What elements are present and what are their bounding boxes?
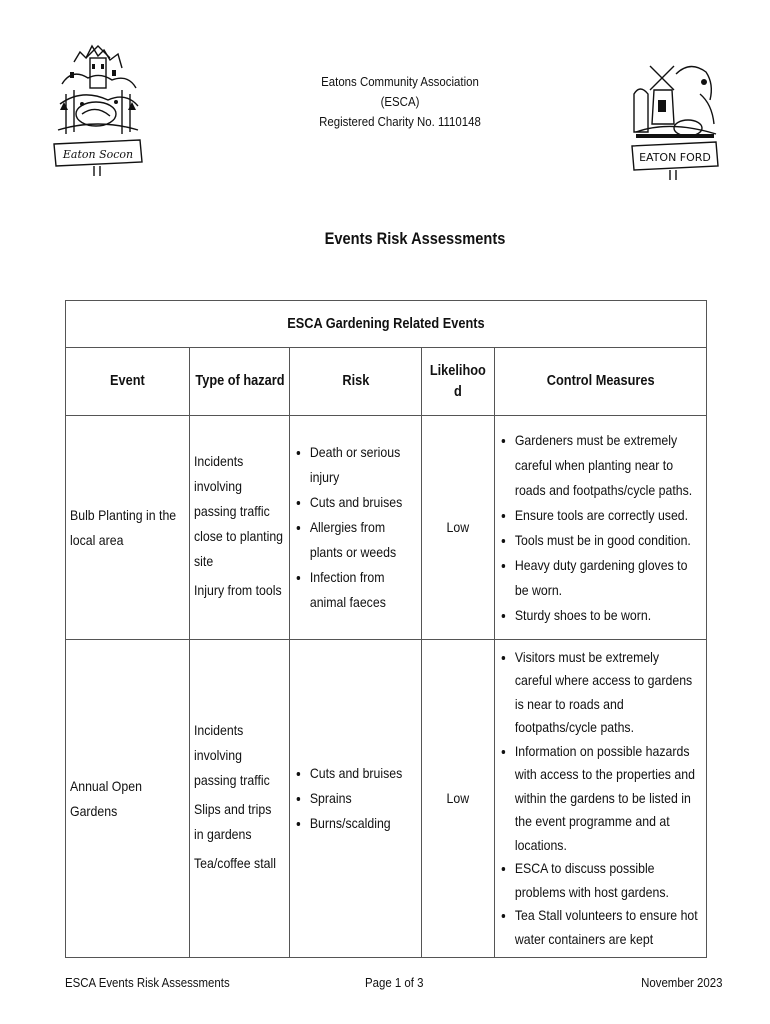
hazard-item: Tea/coffee stall	[194, 854, 276, 871]
likelihood-cell: Low	[422, 640, 495, 958]
table-caption-row	[66, 301, 707, 348]
logo-left-label: Eaton Socon	[62, 148, 134, 161]
charity-number: Registered Charity No. 1110148	[319, 114, 481, 129]
risk-item: • Burns/scalding	[310, 811, 415, 836]
column-header-risk: Risk	[290, 348, 422, 416]
control-item: • Gardeners must be extremely careful when planting near to roads and footpaths/cycle paths.	[515, 428, 699, 503]
control-item: • Tools must be in good condition.	[515, 528, 699, 553]
risk-item: • Allergies from plants or weeds	[310, 515, 415, 565]
organization-header	[268, 72, 532, 132]
control-item: • ESCA to discuss possible problems with host gardens.	[515, 857, 699, 904]
column-header-control-measures: Control Measures	[495, 348, 707, 416]
hazard-item: Slips and trips in gardens	[194, 800, 272, 842]
column-header-event: Event	[66, 348, 190, 416]
page-title: Events Risk Assessments	[324, 229, 506, 248]
hazard-item: Incidents involving passing traffic	[194, 721, 270, 788]
control-measures-cell	[495, 416, 707, 640]
table-row	[66, 640, 707, 958]
footer-document-name: ESCA Events Risk Assessments	[65, 975, 230, 990]
control-item: • Information on possible hazards with access to the properties and within the gardens to be listed in the event programme and at locations.	[515, 740, 699, 858]
footer-page-number: Page 1 of 3	[365, 975, 424, 990]
risk-item: • Cuts and bruises	[310, 490, 415, 515]
hazard-item: Injury from tools	[194, 581, 282, 598]
table-row	[66, 416, 707, 640]
control-item: • Heavy duty gardening gloves to be worn.	[515, 553, 699, 603]
control-item: • Ensure tools are correctly used.	[515, 503, 699, 528]
control-item: • Visitors must be extremely careful where access to gardens is near to roads and footpaths/cycle paths.	[515, 646, 699, 740]
page-footer	[65, 975, 722, 995]
risk-assessment-table	[65, 300, 707, 958]
risk-cell	[290, 416, 422, 640]
risk-cell	[290, 640, 422, 958]
org-name: Eatons Community Association	[321, 74, 479, 89]
footer-date: November 2023	[640, 975, 722, 990]
likelihood-cell: Low	[422, 416, 495, 640]
logo-right-label: EATON FORD	[639, 151, 711, 164]
column-header-hazard: Type of hazard	[190, 348, 290, 416]
risk-item: • Sprains	[310, 786, 415, 811]
control-item: • Tea Stall volunteers to ensure hot water containers are kept	[515, 904, 699, 951]
risk-item: • Infection from animal faeces	[310, 565, 415, 615]
eaton-socon-logo	[52, 44, 144, 180]
hazard-cell	[190, 640, 290, 958]
event-cell: Bulb Planting in the local area	[66, 416, 190, 640]
eaton-ford-logo	[630, 54, 720, 182]
control-measures-cell	[495, 640, 707, 958]
control-item: • Sturdy shoes to be worn.	[515, 603, 699, 628]
risk-item: • Death or serious injury	[310, 440, 415, 490]
column-header-likelihood: Likelihoo d	[422, 348, 495, 416]
event-cell: Annual Open Gardens	[66, 640, 190, 958]
risk-item: • Cuts and bruises	[310, 761, 415, 786]
org-abbreviation: (ESCA)	[380, 94, 420, 109]
table-caption: ESCA Gardening Related Events	[66, 301, 707, 348]
hazard-item: Incidents involving passing traffic close to planting site	[194, 452, 284, 569]
table-header-row	[66, 348, 707, 416]
hazard-cell	[190, 416, 290, 640]
